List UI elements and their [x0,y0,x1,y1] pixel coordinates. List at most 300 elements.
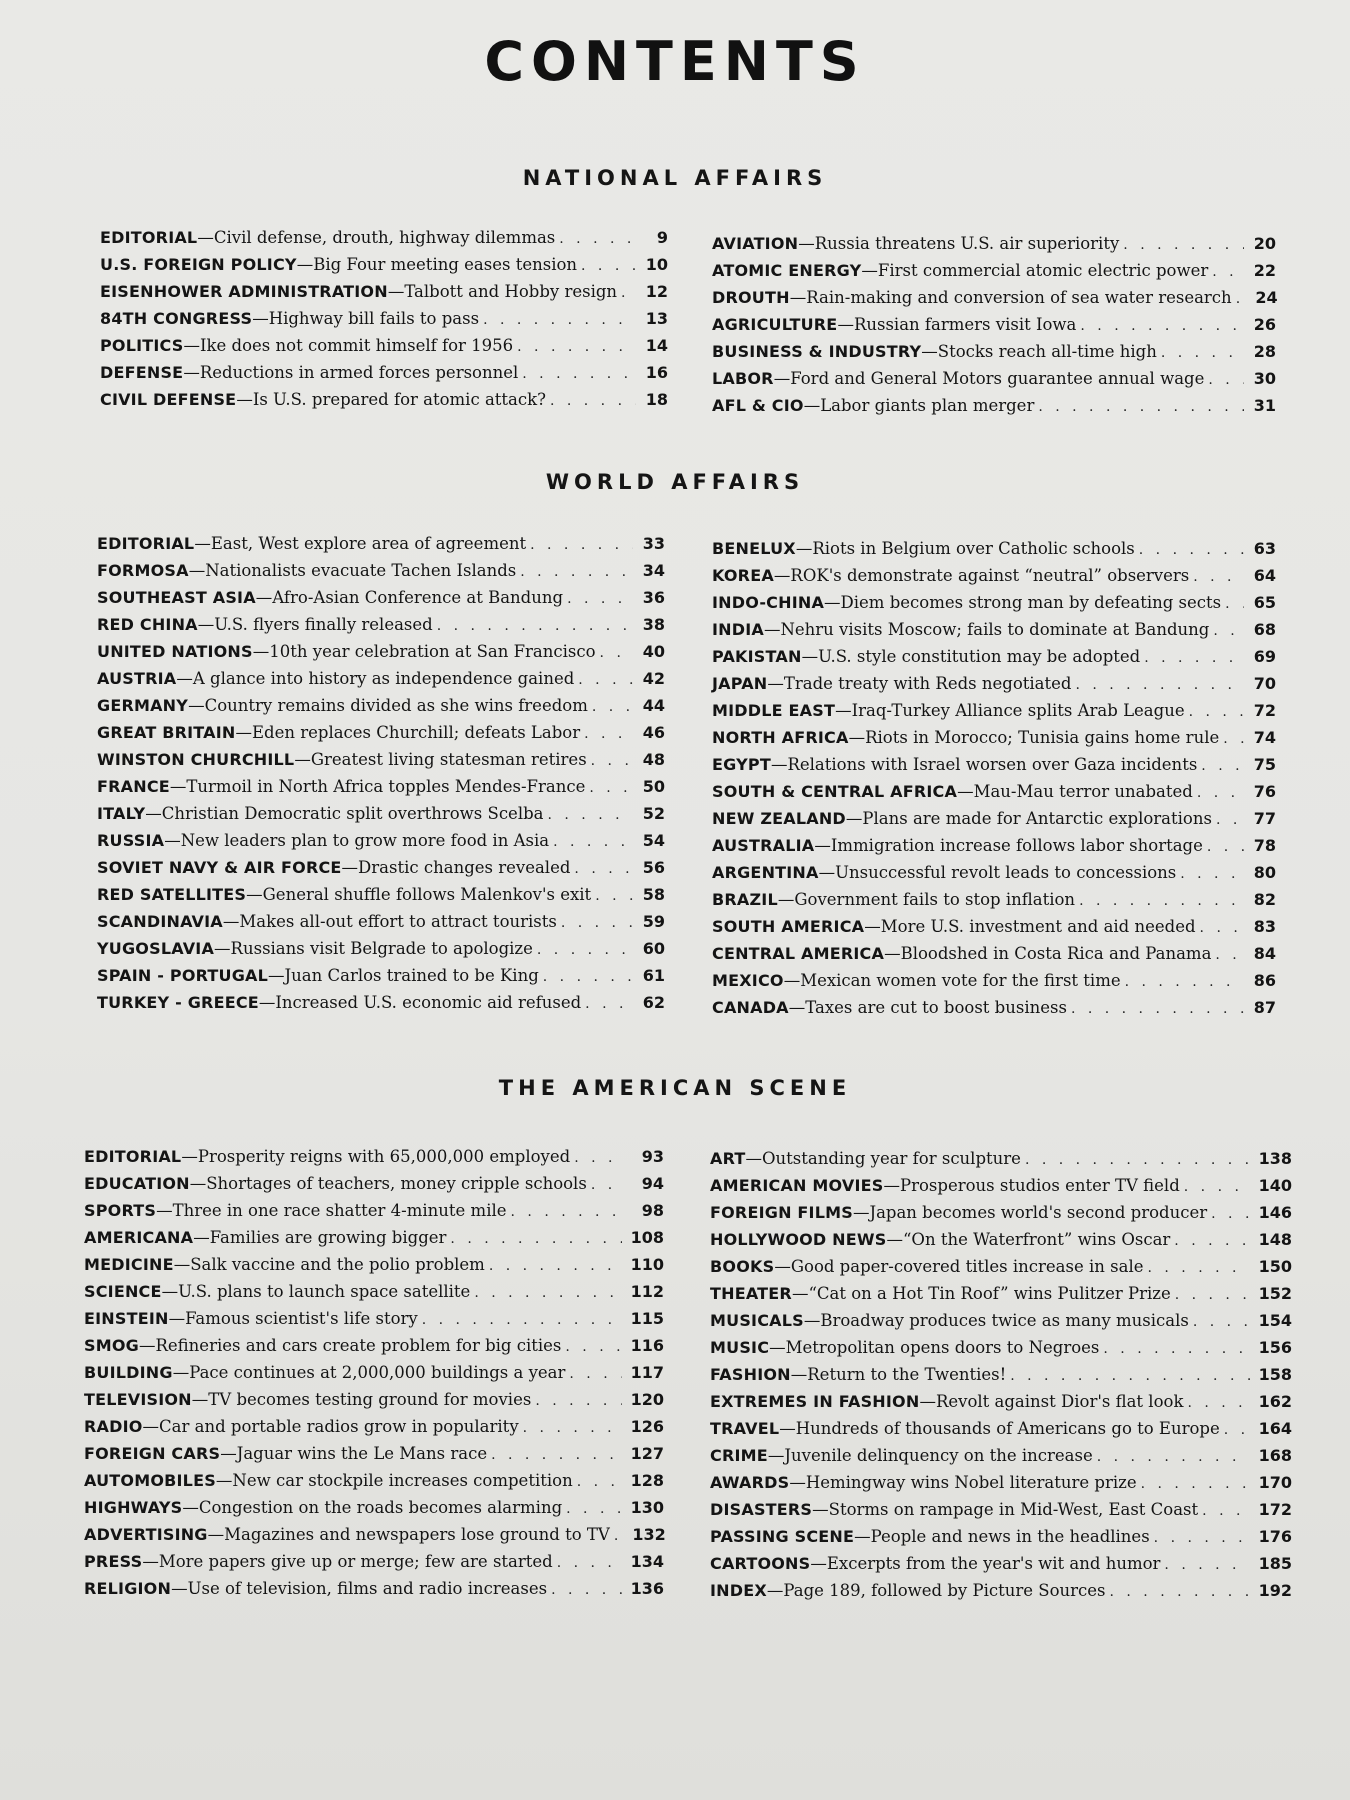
national-affairs-right-column [712,230,1276,419]
dot-leader [1139,537,1244,564]
entry-description: —10th year celebration at San Francisco [252,642,596,661]
toc-entry [710,1172,1292,1199]
toc-entry [710,1388,1292,1415]
entry-description: —Juan Carlos trained to be King [268,966,539,985]
entry-description: —Ford and General Motors guarantee annual wage [773,369,1205,388]
toc-entry [712,751,1276,778]
entry-topic: FOREIGN CARS [84,1444,221,1463]
entry-topic: SMOG [84,1336,139,1355]
dot-leader [1211,1201,1250,1228]
entry-topic: AUTOMOBILES [84,1471,216,1490]
toc-entry [712,311,1276,338]
dot-leader [567,586,633,613]
entry-page-number: 68 [1253,620,1276,639]
entry-topic: AUSTRIA [97,669,177,688]
entry-page-number: 64 [1253,566,1276,585]
dot-leader [1189,699,1244,726]
dot-leader [1110,1579,1251,1606]
toc-entry [710,1145,1292,1172]
entry-page-number: 162 [1258,1392,1292,1411]
entry-description: —Refineries and cars create problem for big cities [138,1336,562,1355]
entry-description: —New car stockpile increases competition [215,1471,573,1490]
entry-description: —“On the Waterfront” wins Oscar [886,1230,1171,1249]
toc-entry [84,1305,664,1332]
toc-entry [97,800,665,827]
dot-leader [537,937,633,964]
entry-page-number: 52 [642,804,665,823]
dot-leader [1025,1147,1250,1174]
entry-topic: SOUTH AMERICA [712,917,865,936]
entry-description: —Hemingway wins Nobel literature prize [789,1473,1137,1492]
national-affairs-left-column [100,224,668,413]
entry-page-number: 76 [1253,782,1276,801]
dot-leader [548,802,634,829]
entry-topic: RADIO [84,1417,143,1436]
dot-leader [1180,861,1244,888]
entry-description: —Taxes are cut to boost business [788,998,1067,1017]
entry-page-number: 38 [642,615,665,634]
entry-topic: SPAIN - PORTUGAL [97,966,269,985]
entry-page-number: 12 [645,282,668,301]
entry-description: —Civil defense, drouth, highway dilemmas [197,228,556,247]
toc-entry [84,1575,664,1602]
toc-entry [712,535,1276,562]
entry-description: —Relations with Israel worsen over Gaza incidents [770,755,1198,774]
entry-topic: SCANDINAVIA [97,912,223,931]
toc-entry [712,859,1276,886]
toc-entry [97,989,665,1016]
entry-description: —Talbott and Hobby resign [387,282,618,301]
entry-topic: MIDDLE EAST [712,701,836,720]
toc-entry [97,773,665,800]
entry-description: —Use of television, films and radio increases [171,1579,548,1598]
dot-leader [1225,591,1244,618]
entry-page-number: 164 [1258,1419,1292,1438]
entry-page-number: 138 [1258,1149,1292,1168]
toc-entry [100,278,668,305]
entry-description: —Christian Democratic split overthrows Scelba [145,804,544,823]
entry-topic: TURKEY - GREECE [97,993,259,1012]
toc-entry [710,1307,1292,1334]
entry-topic: GREAT BRITAIN [97,723,236,742]
entry-topic: FOREIGN FILMS [710,1203,853,1222]
entry-page-number: 36 [642,588,665,607]
dot-leader [595,883,633,910]
entry-page-number: 58 [642,885,665,904]
entry-page-number: 152 [1258,1284,1292,1303]
dot-leader [1193,1309,1250,1336]
section-heading-american-scene: THE AMERICAN SCENE [498,1076,852,1100]
toc-entry [97,530,665,557]
entry-topic: MEXICO [712,971,784,990]
entry-description: —Page 189, followed by Picture Sources [766,1581,1106,1600]
entry-topic: RED SATELLITES [97,885,247,904]
entry-description: —Famous scientist's life story [168,1309,418,1328]
dot-leader [483,307,636,334]
dot-leader [1175,1282,1250,1309]
dot-leader [584,721,633,748]
dot-leader [592,694,633,721]
entry-description: —Iraq-Turkey Alliance splits Arab League [835,701,1185,720]
entry-description: —Trade treaty with Reds negotiated [767,674,1072,693]
dot-leader [1080,313,1244,340]
toc-entry [84,1359,664,1386]
entry-topic: ARGENTINA [712,863,819,882]
entry-topic: LABOR [712,369,774,388]
entry-page-number: 62 [642,993,665,1012]
entry-page-number: 9 [656,228,668,247]
entry-topic: MUSICALS [710,1311,804,1330]
entry-topic: GERMANY [97,696,189,715]
entry-topic: SOUTHEAST ASIA [97,588,256,607]
entry-topic: BUILDING [84,1363,173,1382]
entry-page-number: 117 [630,1363,664,1382]
entry-topic: RUSSIA [97,831,165,850]
toc-entry [712,616,1276,643]
entry-page-number: 22 [1253,261,1276,280]
toc-entry [710,1496,1292,1523]
toc-entry [97,746,665,773]
dot-leader [1193,564,1244,591]
dot-leader [569,1361,622,1388]
entry-topic: BENELUX [712,539,796,558]
entry-description: —Revolt against Dior's flat look [919,1392,1184,1411]
entry-description: —Broadway produces twice as many musicals [803,1311,1189,1330]
dot-leader [1154,1525,1250,1552]
entry-page-number: 84 [1253,944,1276,963]
entry-description: —Unsuccessful revolt leads to concessions [818,863,1177,882]
entry-page-number: 80 [1253,863,1276,882]
entry-description: —Jaguar wins the Le Mans race [220,1444,488,1463]
dot-leader [557,1550,622,1577]
entry-page-number: 40 [642,642,665,661]
entry-description: —Storms on rampage in Mid-West, East Coast [812,1500,1199,1519]
entry-page-number: 115 [630,1309,664,1328]
toc-entry [97,719,665,746]
entry-topic: PAKISTAN [712,647,802,666]
entry-page-number: 75 [1253,755,1276,774]
entry-page-number: 86 [1253,971,1276,990]
entry-description: —Rain-making and conversion of sea water research [789,288,1232,307]
entry-description: —More papers give up or merge; few are started [142,1552,553,1571]
toc-entry [100,224,668,251]
dot-leader [422,1307,622,1334]
entry-topic: HOLLYWOOD NEWS [710,1230,887,1249]
entry-page-number: 20 [1253,234,1276,253]
dot-leader [585,991,633,1018]
entry-page-number: 31 [1253,396,1276,415]
entry-topic: THEATER [710,1284,792,1303]
entry-page-number: 158 [1258,1365,1292,1384]
entry-description: —More U.S. investment and aid needed [864,917,1196,936]
dot-leader [1187,1390,1250,1417]
entry-topic: FASHION [710,1365,791,1384]
dot-leader [1075,672,1244,699]
toc-entry [97,611,665,638]
dot-leader [517,334,636,361]
entry-description: —Good paper-covered titles increase in sale [774,1257,1144,1276]
entry-topic: SPORTS [84,1201,157,1220]
entry-topic: MUSIC [710,1338,770,1357]
dot-leader [1071,996,1244,1023]
entry-topic: CIVIL DEFENSE [100,390,237,409]
world-affairs-right-column [712,535,1276,1021]
entry-description: —Drastic changes revealed [341,858,571,877]
entry-description: —Turmoil in North Africa topples Mendes-France [169,777,586,796]
entry-description: —Riots in Belgium over Catholic schools [795,539,1135,558]
entry-description: —New leaders plan to grow more food in Asia [164,831,550,850]
entry-topic: TRAVEL [710,1419,780,1438]
entry-page-number: 14 [645,336,668,355]
toc-entry [97,962,665,989]
entry-description: —Nationalists evacuate Tachen Islands [188,561,517,580]
dot-leader [1141,1471,1250,1498]
entry-topic: ART [710,1149,746,1168]
entry-page-number: 50 [642,777,665,796]
toc-entry [84,1143,664,1170]
entry-page-number: 127 [630,1444,664,1463]
entry-page-number: 112 [630,1282,664,1301]
entry-description: —Prosperous studios enter TV field [883,1176,1180,1195]
entry-page-number: 18 [645,390,668,409]
entry-description: —“Cat on a Hot Tin Roof” wins Pulitzer Prize [791,1284,1171,1303]
entry-topic: INDIA [712,620,764,639]
dot-leader [1125,969,1244,996]
toc-entry [84,1494,664,1521]
entry-description: —Nehru visits Moscow; fails to dominate at Bandung [763,620,1210,639]
toc-entry [712,724,1276,751]
entry-description: —U.S. style constitution may be adopted [801,647,1141,666]
entry-topic: JAPAN [712,674,768,693]
american-scene-left-column [84,1143,664,1602]
dot-leader [591,1172,622,1199]
entry-page-number: 146 [1258,1203,1292,1222]
entry-page-number: 154 [1258,1311,1292,1330]
entry-description: —Magazines and newspapers lose ground to TV [207,1525,610,1544]
entry-page-number: 54 [642,831,665,850]
entry-page-number: 24 [1255,288,1278,307]
entry-description: —Families are growing bigger [193,1228,447,1247]
entry-description: —Salk vaccine and the polio problem [173,1255,485,1274]
entry-page-number: 16 [645,363,668,382]
toc-entry [97,908,665,935]
entry-description: —A glance into history as independence gained [176,669,575,688]
toc-entry [84,1440,664,1467]
dot-leader [1208,367,1244,394]
toc-entry [712,697,1276,724]
entry-page-number: 132 [632,1525,666,1544]
dot-leader [522,361,636,388]
toc-entry [84,1224,664,1251]
entry-description: —Riots in Morocco; Tunisia gains home rule [848,728,1220,747]
entry-page-number: 46 [642,723,665,742]
entry-topic: CARTOONS [710,1554,811,1573]
entry-topic: DISASTERS [710,1500,813,1519]
entry-topic: CENTRAL AMERICA [712,944,885,963]
entry-topic: YUGOSLAVIA [97,939,215,958]
entry-topic: SOVIET NAVY & AIR FORCE [97,858,342,877]
toc-entry [97,827,665,854]
dot-leader [1079,888,1244,915]
entry-description: —East, West explore area of agreement [194,534,527,553]
dot-leader [535,1388,622,1415]
toc-entry [712,365,1276,392]
entry-description: —Immigration increase follows labor shortage [814,836,1203,855]
toc-entry [710,1523,1292,1550]
entry-topic: FORMOSA [97,561,189,580]
entry-page-number: 65 [1253,593,1276,612]
entry-page-number: 120 [630,1390,664,1409]
entry-page-number: 98 [641,1201,664,1220]
toc-entry [710,1199,1292,1226]
dot-leader [600,640,633,667]
dot-leader [1097,1444,1250,1471]
entry-page-number: 30 [1253,369,1276,388]
entry-page-number: 63 [1253,539,1276,558]
entry-topic: NEW ZEALAND [712,809,846,828]
entry-topic: EDUCATION [84,1174,190,1193]
entry-topic: NORTH AFRICA [712,728,849,747]
entry-topic: HIGHWAYS [84,1498,183,1517]
entry-description: —Mau-Mau terror unabated [957,782,1193,801]
dot-leader [614,1523,624,1550]
toc-entry [100,359,668,386]
dot-leader [1103,1336,1250,1363]
entry-page-number: 83 [1253,917,1276,936]
toc-entry [97,584,665,611]
entry-topic: WINSTON CHURCHILL [97,750,295,769]
dot-leader [1207,834,1244,861]
entry-page-number: 48 [642,750,665,769]
dot-leader [1224,1417,1250,1444]
entry-description: —Russia threatens U.S. air superiority [798,234,1120,253]
toc-entry [712,643,1276,670]
toc-entry [712,257,1276,284]
entry-topic: PRESS [84,1552,143,1571]
dot-leader [574,1145,622,1172]
dot-leader [1010,1363,1250,1390]
dot-leader [543,964,633,991]
dot-leader [530,532,633,559]
section-heading-world-affairs: WORLD AFFAIRS [545,470,805,494]
entry-topic: EGYPT [712,755,771,774]
entry-page-number: 156 [1258,1338,1292,1357]
entry-topic: SOUTH & CENTRAL AFRICA [712,782,958,801]
dot-leader [1038,394,1244,421]
dot-leader [1161,340,1244,367]
world-affairs-left-column [97,530,665,1016]
entry-topic: U.S. FOREIGN POLICY [100,255,297,274]
entry-description: —Country remains divided as she wins freedom [188,696,588,715]
dot-leader [523,1415,622,1442]
entry-topic: EXTREMES IN FASHION [710,1392,920,1411]
entry-topic: MEDICINE [84,1255,174,1274]
entry-description: —Congestion on the roads becomes alarming [182,1498,563,1517]
entry-description: —Highway bill fails to pass [252,309,480,328]
toc-entry [97,935,665,962]
american-scene-right-column [710,1145,1292,1604]
entry-page-number: 72 [1253,701,1276,720]
entry-description: —Plans are made for Antarctic explorations [845,809,1212,828]
dot-leader [577,1469,622,1496]
dot-leader [1236,286,1246,313]
entry-description: —Juvenile delinquency on the increase [767,1446,1093,1465]
entry-page-number: 74 [1253,728,1276,747]
entry-description: —Metropolitan opens doors to Negroes [769,1338,1100,1357]
toc-entry [97,638,665,665]
toc-entry [712,392,1276,419]
dot-leader [581,253,636,280]
entry-page-number: 44 [642,696,665,715]
entry-description: —TV becomes testing ground for movies [191,1390,532,1409]
toc-entry [84,1413,664,1440]
page-title: CONTENTS [484,30,866,93]
toc-entry [712,338,1276,365]
entry-description: —Diem becomes strong man by defeating sects [824,593,1222,612]
entry-page-number: 56 [642,858,665,877]
entry-page-number: 170 [1258,1473,1292,1492]
entry-topic: ITALY [97,804,146,823]
entry-topic: EDITORIAL [97,534,195,553]
dot-leader [491,1442,622,1469]
entry-description: —People and news in the headlines [854,1527,1150,1546]
entry-description: —First commercial atomic electric power [861,261,1209,280]
dot-leader [1164,1552,1250,1579]
entry-topic: FRANCE [97,777,170,796]
entry-description: —U.S. flyers finally released [197,615,433,634]
entry-topic: EINSTEIN [84,1309,169,1328]
entry-topic: INDO-CHINA [712,593,825,612]
dot-leader [1223,726,1244,753]
entry-topic: RELIGION [84,1579,172,1598]
entry-page-number: 42 [642,669,665,688]
entry-description: —Shortages of teachers, money cripple schools [189,1174,587,1193]
entry-page-number: 87 [1253,998,1276,1017]
toc-entry [710,1253,1292,1280]
entry-page-number: 77 [1253,809,1276,828]
entry-topic: AMERICANA [84,1228,194,1247]
toc-entry [84,1467,664,1494]
entry-topic: BOOKS [710,1257,775,1276]
entry-description: —U.S. plans to launch space satellite [161,1282,471,1301]
entry-page-number: 59 [642,912,665,931]
entry-page-number: 136 [630,1579,664,1598]
toc-entry [712,562,1276,589]
toc-entry [84,1386,664,1413]
dot-leader [1215,942,1244,969]
entry-page-number: 33 [642,534,665,553]
entry-topic: EDITORIAL [100,228,198,247]
entry-topic: 84TH CONGRESS [100,309,253,328]
toc-entry [97,557,665,584]
entry-topic: CRIME [710,1446,768,1465]
entry-description: —Russian farmers visit Iowa [837,315,1077,334]
entry-topic: DEFENSE [100,363,184,382]
dot-leader [489,1253,622,1280]
entry-description: —Reductions in armed forces personnel [183,363,519,382]
entry-description: —Ike does not commit himself for 1956 [183,336,514,355]
toc-entry [97,881,665,908]
toc-entry [710,1469,1292,1496]
entry-page-number: 69 [1253,647,1276,666]
dot-leader [551,1577,622,1604]
toc-entry [710,1280,1292,1307]
toc-entry [100,305,668,332]
entry-topic: SCIENCE [84,1282,162,1301]
entry-topic: KOREA [712,566,774,585]
toc-entry [97,665,665,692]
entry-topic: INDEX [710,1581,767,1600]
